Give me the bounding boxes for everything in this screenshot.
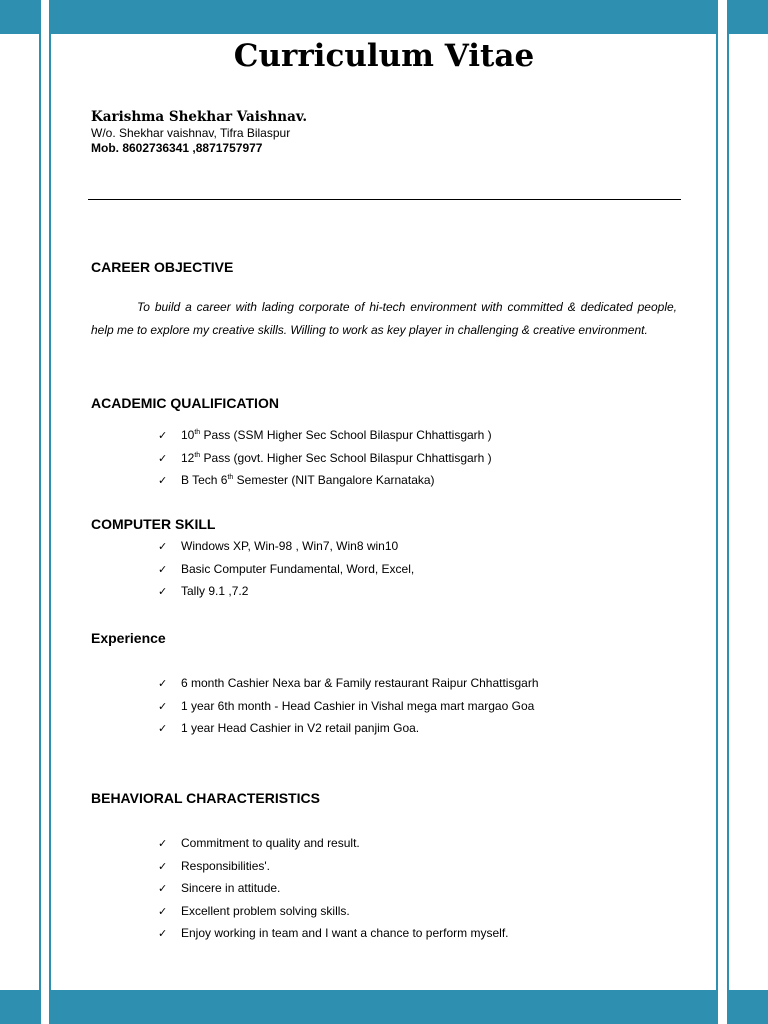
check-icon: ✓ <box>158 837 168 850</box>
experience-list <box>158 672 539 740</box>
skill-item: ✓ Basic Computer Fundamental, Word, Excel, <box>158 558 414 581</box>
behavioral-item: ✓ Enjoy working in team and I want a chance to perform myself. <box>158 922 509 945</box>
behavioral-item: ✓ Sincere in attitude. <box>158 877 509 900</box>
candidate-name: Karishma Shekhar Vaishnav. <box>91 109 308 125</box>
experience-heading: Experience <box>91 630 166 646</box>
check-icon: ✓ <box>158 699 168 713</box>
top-border-left <box>0 0 40 34</box>
check-icon: ✓ <box>158 474 168 487</box>
skill-item: ✓ Windows XP, Win-98 , Win7, Win8 win10 <box>158 535 414 558</box>
behavioral-list <box>158 832 509 945</box>
check-icon: ✓ <box>158 677 168 690</box>
academic-item: ✓ 12th Pass (govt. Higher Sec School Bilaspur Chhattisgarh ) <box>158 445 492 468</box>
career-objective-heading: CAREER OBJECTIVE <box>91 259 234 275</box>
header-divider <box>88 199 681 200</box>
behavioral-item: ✓ Excellent problem solving skills. <box>158 900 509 923</box>
side-border-line <box>716 0 718 1024</box>
candidate-mobile: Mob. 8602736341 ,8871757977 <box>91 141 263 155</box>
skill-item: ✓ Tally 9.1 ,7.2 <box>158 580 414 603</box>
side-border-line <box>39 0 41 1024</box>
bottom-border <box>49 990 718 1024</box>
academic-list <box>158 422 492 490</box>
behavioral-item: ✓ Commitment to quality and result. <box>158 832 509 855</box>
side-border-line <box>727 0 729 1024</box>
candidate-address: W/o. Shekhar vaishnav, Tifra Bilaspur <box>91 126 291 140</box>
experience-item: ✓ 1 year Head Cashier in V2 retail panjim Goa. <box>158 717 539 740</box>
top-border-right <box>727 0 768 34</box>
check-icon: ✓ <box>158 904 168 918</box>
experience-item: ✓ 6 month Cashier Nexa bar & Family restaurant Raipur Chhattisgarh <box>158 672 539 695</box>
document-title: Curriculum Vitae <box>233 38 535 74</box>
experience-item: ✓ 1 year 6th month - Head Cashier in Vishal mega mart margao Goa <box>158 695 539 718</box>
bottom-border-left <box>0 990 40 1024</box>
top-border <box>49 0 718 34</box>
bottom-border-right <box>727 990 768 1024</box>
behavioral-heading: BEHAVIORAL CHARACTERISTICS <box>91 790 320 806</box>
check-icon: ✓ <box>158 540 168 553</box>
check-icon: ✓ <box>158 562 168 576</box>
check-icon: ✓ <box>158 585 168 598</box>
check-icon: ✓ <box>158 722 168 735</box>
computer-skill-heading: COMPUTER SKILL <box>91 516 216 532</box>
check-icon: ✓ <box>158 927 168 940</box>
check-icon: ✓ <box>158 451 168 465</box>
side-border-line <box>49 0 51 1024</box>
behavioral-item: ✓ Responsibilities'. <box>158 855 509 878</box>
academic-heading: ACADEMIC QUALIFICATION <box>91 395 279 411</box>
computer-skill-list <box>158 535 414 603</box>
check-icon: ✓ <box>158 429 168 442</box>
check-icon: ✓ <box>158 882 168 895</box>
academic-item: ✓ 10th Pass (SSM Higher Sec School Bilaspur Chhattisgarh ) <box>158 422 492 445</box>
career-objective-text: To build a career with lading corporate of hi-tech environment with committed & dedicated people, help me to explore my creative skills. Willing to work as key player in challenging & creative environment. <box>91 300 677 337</box>
check-icon: ✓ <box>158 859 168 873</box>
academic-item: ✓ B Tech 6th Semester (NIT Bangalore Karnataka) <box>158 467 492 490</box>
